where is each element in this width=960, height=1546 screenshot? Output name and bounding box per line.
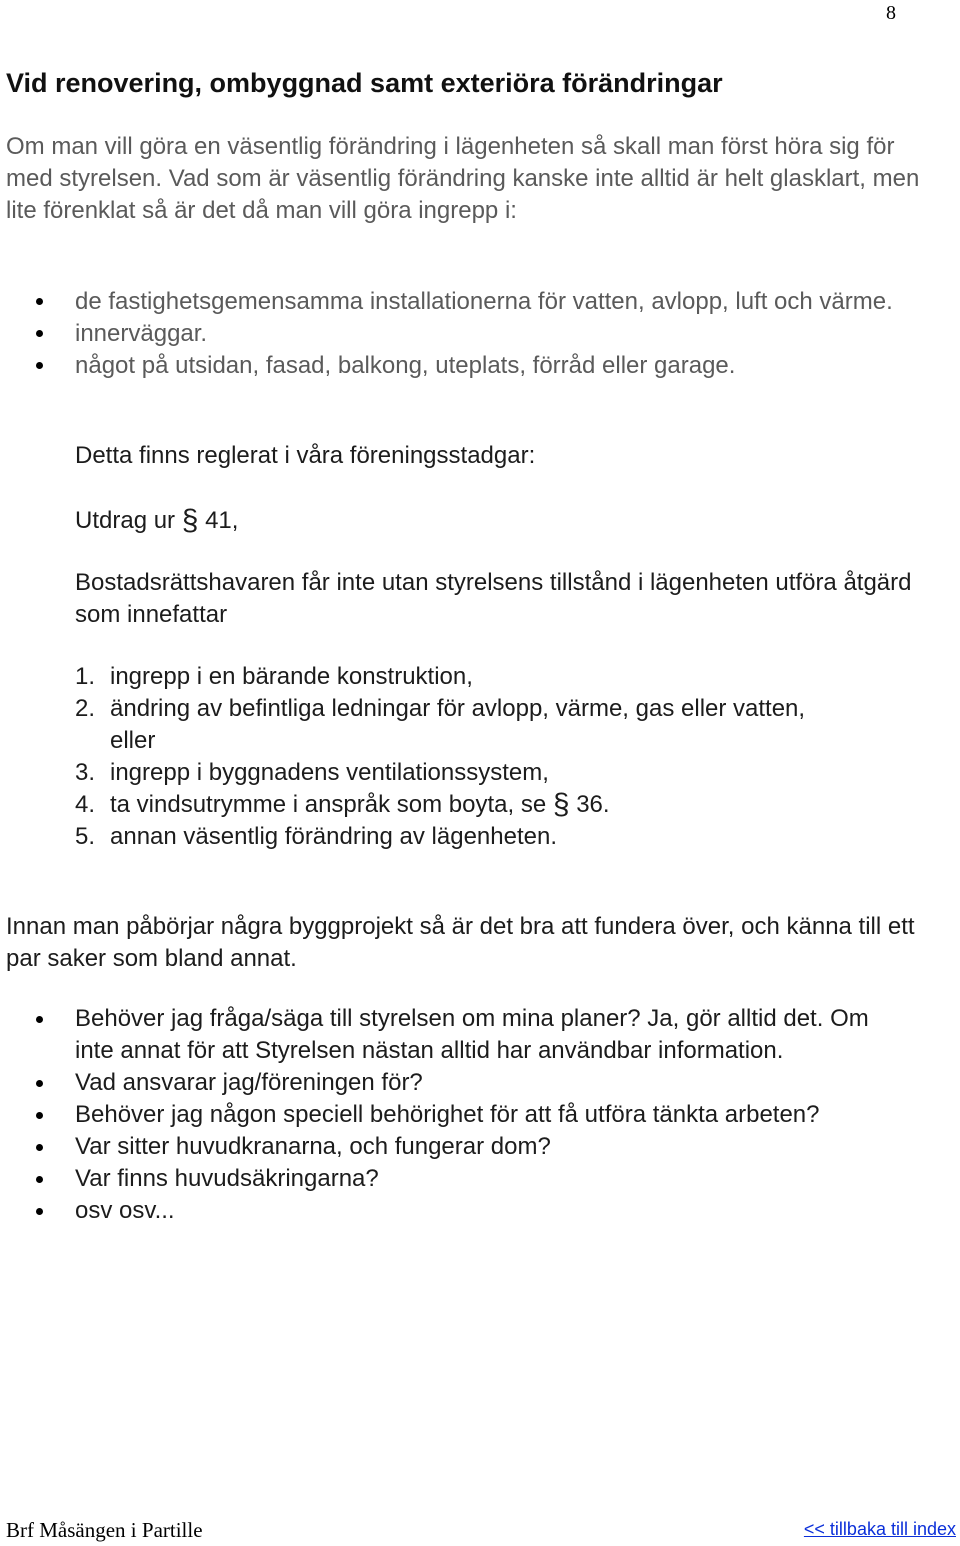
list-item: [0, 1131, 900, 1163]
rule-item: [75, 789, 855, 821]
list-item: [0, 1003, 900, 1067]
list-item-text: Vad ansvarar jag/föreningen för?: [75, 1069, 423, 1096]
excerpt-prefix: Utdrag ur: [75, 507, 176, 534]
list-item-text: Behöver jag fråga/säga till styrelsen om mina planer? Ja, gör alltid det. Om inte annat för att Styrelsen nästan alltid har användbar information.: [75, 1005, 869, 1064]
rule-item: [75, 821, 855, 853]
page-number: 8: [886, 2, 896, 24]
list-item-text: innerväggar.: [75, 320, 208, 347]
rule-number: 3.: [75, 759, 96, 786]
section-sign-icon: §: [181, 504, 199, 537]
list-item: [0, 286, 900, 318]
bullet-icon: [36, 362, 43, 369]
bullet-icon: [36, 1016, 43, 1023]
rule-text-item: annan väsentlig förändring av lägenheten.: [110, 823, 557, 850]
guidance-paragraph: Innan man påbörjar några byggprojekt så är det bra att fundera över, och känna till ett par saker som bland annat.: [6, 913, 915, 972]
rule-item: [75, 757, 855, 789]
intervention-list: [0, 286, 900, 382]
list-item-text: Var finns huvudsäkringarna?: [75, 1165, 379, 1192]
rule-item: [75, 661, 855, 693]
rule-number: 4.: [75, 791, 96, 818]
list-item-text: något på utsidan, fasad, balkong, uteplats, förråd eller garage.: [75, 352, 736, 379]
rules-list: [75, 661, 855, 853]
back-to-index-link[interactable]: << tillbaka till index: [803, 1519, 956, 1539]
list-item: [0, 318, 900, 350]
rule-number: 2.: [75, 695, 96, 722]
list-item: [0, 1195, 900, 1227]
list-item: [0, 1163, 900, 1195]
rule-item: [75, 693, 855, 757]
list-item-text: Behöver jag någon speciell behörighet för att få utföra tänkta arbeten?: [75, 1101, 820, 1128]
list-item: [0, 1099, 900, 1131]
rule-text-item: ta vindsutrymme i anspråk som boyta, se: [110, 791, 547, 818]
list-item: [0, 1067, 900, 1099]
footer-association-name: Brf Måsängen i Partille: [6, 1518, 203, 1542]
excerpt-number: 41,: [205, 507, 239, 534]
rule-number: 5.: [75, 823, 96, 850]
bullet-icon: [36, 298, 43, 305]
list-item-text: Var sitter huvudkranarna, och fungerar dom?: [75, 1133, 551, 1160]
section-sign-icon: §: [552, 788, 570, 821]
excerpt-reference: [75, 505, 238, 537]
rule-text-item: ändring av befintliga ledningar för avlopp, värme, gas eller vatten, eller: [110, 695, 806, 754]
section-heading: Vid renovering, ombyggnad samt exteriöra förändringar: [6, 68, 723, 98]
list-item-text: de fastighetsgemensamma installationerna för vatten, avlopp, luft och värme.: [75, 288, 893, 315]
questions-list: [0, 1003, 900, 1227]
bullet-icon: [36, 1080, 43, 1087]
rule-number: 1.: [75, 663, 96, 690]
bullet-icon: [36, 1144, 43, 1151]
rule-text: Bostadsrättshavaren får inte utan styrelsens tillstånd i lägenheten utföra åtgärd som innefattar: [75, 569, 912, 628]
bullet-icon: [36, 1208, 43, 1215]
bullet-icon: [36, 330, 43, 337]
list-item-text: osv osv...: [75, 1197, 175, 1224]
rule-reference: 36.: [576, 791, 610, 818]
intro-paragraph: Om man vill göra en väsentlig förändring i lägenheten så skall man först höra sig för med styrelsen. Vad som är väsentlig förändring kanske inte alltid är helt glasklart, men lite förenklat så är det då man vill göra ingrepp i:: [6, 133, 920, 224]
rule-text-item: ingrepp i en bärande konstruktion,: [110, 663, 473, 690]
bullet-icon: [36, 1176, 43, 1183]
rule-text-item: ingrepp i byggnadens ventilationssystem,: [110, 759, 549, 786]
list-item: [0, 350, 900, 382]
bullet-icon: [36, 1112, 43, 1119]
stadgar-intro: Detta finns reglerat i våra föreningsstadgar:: [75, 442, 536, 469]
